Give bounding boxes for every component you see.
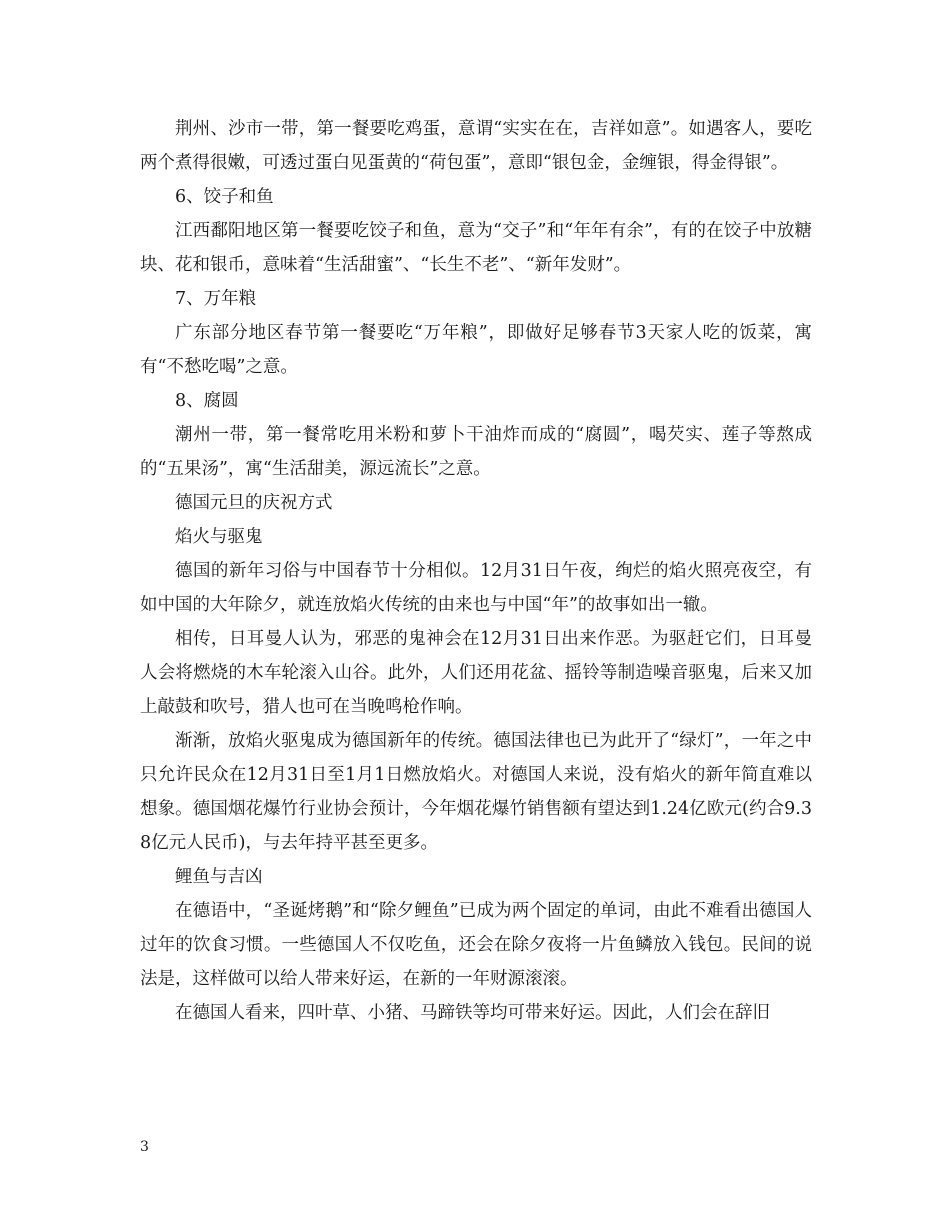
paragraph-fireworks-tradition: 渐渐，放焰火驱鬼成为德国新年的传统。德国法律也已为此开了“绿灯”，一年之中只允许民众在12月31日至1月1日燃放焰火。对德国人来说，没有焰火的新年简直难以想象。德国烟花爆竹行业协会预计，今年烟花爆竹销售额有望达到1.24亿欧元(约合9.38亿元人民币)，与去年持平甚至更多。	[140, 731, 812, 853]
paragraph-germanic-legend: 相传，日耳曼人认为，邪恶的鬼神会在12月31日出来作恶。为驱赶它们，日耳曼人会将燃烧的木车轮滚入山谷。此外，人们还用花盆、摇铃等制造噪音驱鬼，后来又加上敲鼓和吹号，猎人也可在当晚鸣枪作响。	[140, 629, 812, 717]
body-text	[140, 112, 812, 1030]
paragraph-german-food-habits: 在德语中，“圣诞烤鹅”和“除夕鲤鱼”已成为两个固定的单词，由此不难看出德国人过年的饮食习惯。一些德国人不仅吃鱼，还会在除夕夜将一片鱼鳞放入钱包。民间的说法是，这样做可以给人带来好运，在新的一年财源滚滚。	[140, 901, 812, 989]
paragraph-lucky-charms: 在德国人看来，四叶草、小猪、马蹄铁等均可带来好运。因此，人们会在辞旧	[175, 1003, 770, 1023]
heading-fireworks-and-ghosts: 焰火与驱鬼	[175, 527, 263, 547]
heading-german-new-year: 德国元旦的庆祝方式	[175, 493, 333, 513]
page-number: 3	[140, 1139, 149, 1155]
paragraph-guangdong: 广东部分地区春节第一餐要吃“万年粮”，即做好足够春节3天家人吃的饭菜，寓有“不愁吃喝”之意。	[140, 323, 812, 377]
paragraph-jiangxi-poyang: 江西鄱阳地区第一餐要吃饺子和鱼，意为“交子”和“年年有余”，有的在饺子中放糖块、花和银币，意味着“生活甜蜜”、“长生不老”、“新年发财”。	[140, 221, 812, 275]
heading-fuyuan: 8、腐圆	[175, 391, 239, 411]
paragraph-jingzhou-eggs: 荆州、沙市一带，第一餐要吃鸡蛋，意谓“实实在在，吉祥如意”。如遇客人，要吃两个煮得很嫩，可透过蛋白见蛋黄的“荷包蛋”，意即“银包金，金缠银，得金得银”。	[140, 119, 812, 173]
paragraph-chaozhou: 潮州一带，第一餐常吃用米粉和萝卜干油炸而成的“腐圆”，喝芡实、莲子等熬成的“五果汤”，寓“生活甜美，源远流长”之意。	[140, 425, 812, 479]
heading-carp-and-fortune: 鲤鱼与吉凶	[175, 867, 263, 887]
heading-dumplings-and-fish: 6、饺子和鱼	[175, 187, 274, 207]
heading-wannian-liang: 7、万年粮	[175, 289, 257, 309]
paragraph-german-customs: 德国的新年习俗与中国春节十分相似。12月31日午夜，绚烂的焰火照亮夜空，有如中国的大年除夕，就连放焰火传统的由来也与中国“年”的故事如出一辙。	[140, 561, 812, 615]
